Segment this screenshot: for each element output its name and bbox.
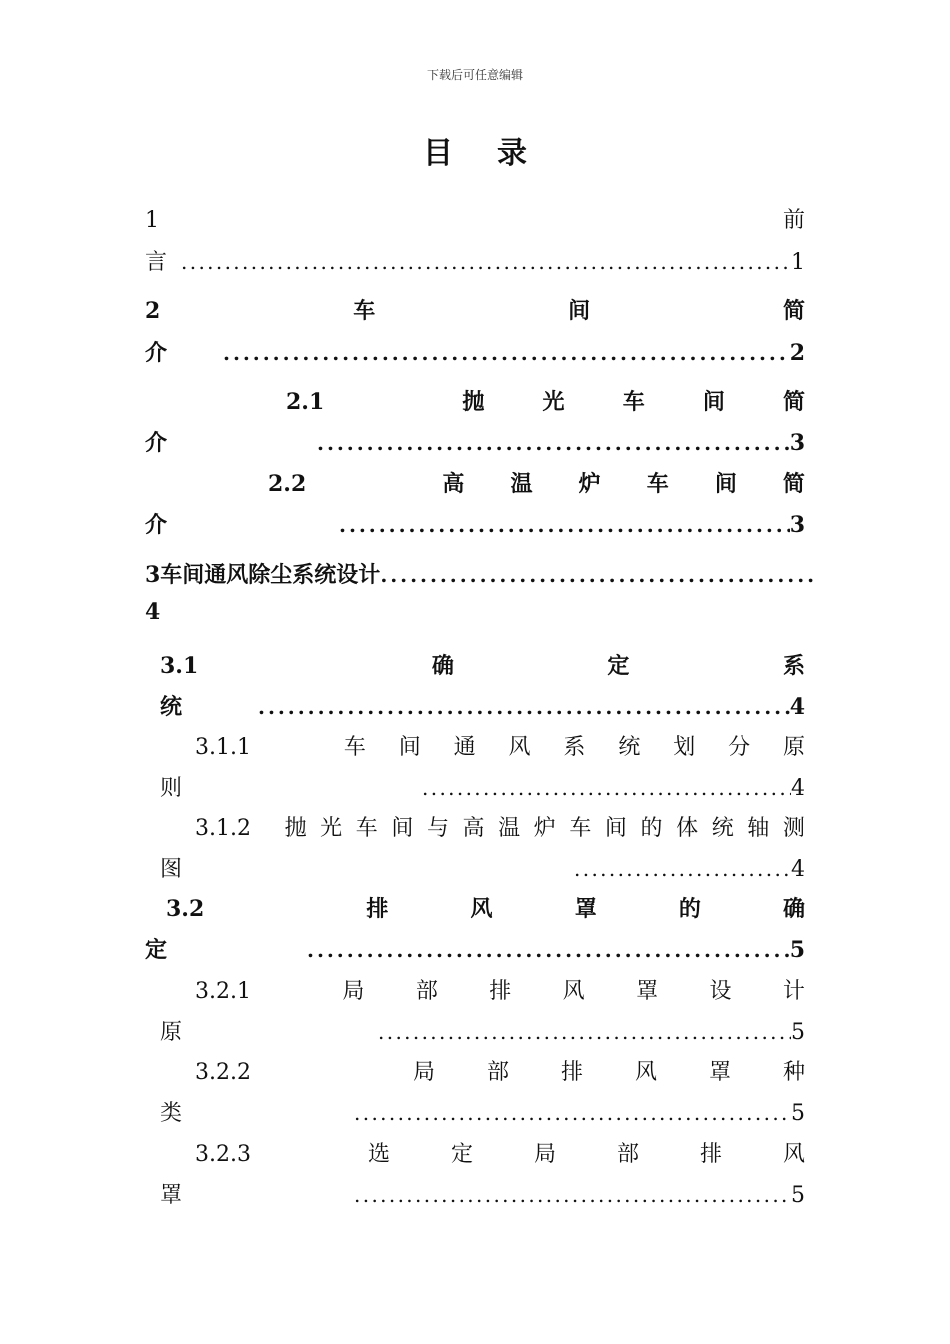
leader-dots (380, 563, 813, 587)
toc-entry-3-2-2-line1[interactable]: 3.2.2 局 部 排 风 罩 种 (195, 1060, 805, 1085)
toc-entry-2-2-page: 3 (789, 512, 805, 538)
toc-entry-2-1-page: 3 (789, 430, 805, 456)
toc-entry-2-1-line2[interactable]: 介 . . . 3 (145, 426, 805, 457)
toc-entry-3-1-2-line2[interactable]: 图 . . . 4 (160, 852, 805, 883)
leader-dots (574, 857, 791, 881)
toc-entry-3-2-3-line1[interactable]: 3.2.3 选 定 局 部 排 风 (195, 1142, 805, 1167)
toc-entry-3-1-1-line1[interactable]: 3.1.1 车 间 通 风 系 统 划 分 原 (195, 735, 805, 760)
leader-dots (317, 431, 790, 455)
toc-entry-3-2-2-line2[interactable]: 类 . . . 5 (160, 1096, 805, 1127)
page-header: 下载后可任意编辑 (426, 68, 523, 82)
toc-entry-1-line1[interactable]: 1 前 (145, 208, 805, 233)
leader-dots (339, 513, 790, 537)
leader-dots (181, 250, 791, 274)
toc-entry-3-1-1-page: 4 (791, 776, 805, 801)
toc-entry-3-1-2-page: 4 (791, 857, 805, 882)
toc-entry-3-2-1-line1[interactable]: 3.2.1 局 部 排 风 罩 设 计 (195, 979, 805, 1004)
toc-entry-2-page: 2 (789, 340, 805, 366)
title-char-2: 录 (497, 136, 527, 171)
leader-dots (223, 341, 790, 365)
toc-entry-3-line2[interactable] (145, 599, 160, 625)
toc-entry-3-2-3-page: 5 (791, 1183, 805, 1208)
toc-entry-3-2-page: 5 (789, 937, 805, 963)
leader-dots (378, 1020, 791, 1044)
toc-entry-3-page: 4 (145, 599, 161, 625)
leader-dots (354, 1101, 791, 1125)
toc-entry-3-2-2-page: 5 (791, 1101, 805, 1126)
title-char-1: 目 (423, 136, 453, 171)
toc-entry-3-1-2-line1[interactable]: 3.1.2 抛 光 车 间 与 高 温 炉 车 间 的 体 统 轴 测 (195, 816, 805, 841)
toc-entry-1-page: 1 (791, 250, 805, 275)
leader-dots (258, 695, 790, 719)
toc-entry-3-2-line2[interactable]: 定 . . . 5 (145, 933, 805, 964)
toc-entry-2-2-line1[interactable]: 2.2 高 温 炉 车 间 简 (268, 471, 805, 497)
toc-entry-3-line1[interactable]: 3车间通风除尘系统设计 . . . (145, 558, 813, 589)
toc-entry-3-2-line1[interactable]: 3.2 排 风 罩 的 确 (166, 896, 805, 922)
toc-entry-2-1-line1[interactable]: 2.1 抛 光 车 间 简 (286, 389, 805, 415)
toc-entry-3-2-1-page: 5 (791, 1020, 805, 1045)
toc-entry-3-1-line2[interactable]: 统 . . . 4 (160, 690, 805, 721)
toc-entry-2-2-line2[interactable]: 介 . . . 3 (145, 508, 805, 539)
toc-entry-3-1-1-line2[interactable]: 则 . . . 4 (160, 771, 805, 802)
leader-dots (307, 938, 790, 962)
toc-entry-1-number: 1 (145, 208, 159, 233)
leader-dots (422, 776, 791, 800)
toc-entry-2-line1[interactable]: 2 车 间 简 (145, 298, 805, 324)
toc-entry-3-2-3-line2[interactable]: 罩 . . . 5 (160, 1178, 805, 1209)
toc-entry-1-line2[interactable]: 言 . . . 1 (145, 245, 805, 276)
toc-entry-3-1-page: 4 (789, 694, 805, 720)
leader-dots (354, 1183, 791, 1207)
toc-entry-3-2-1-line2[interactable]: 原 . . . 5 (160, 1015, 805, 1046)
toc-entry-2-line2[interactable]: 介 . . . 2 (145, 336, 805, 367)
page-title (0, 128, 950, 172)
toc-entry-3-1-line1[interactable]: 3.1 确 定 系 (160, 653, 805, 679)
